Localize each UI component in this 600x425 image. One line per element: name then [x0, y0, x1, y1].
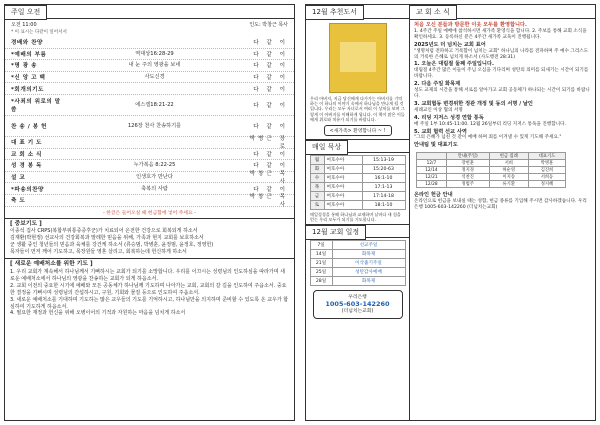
book-description: 우리 아버지, 지금 당신에게 다가가는 아버지를 기억하는 이 하나의 이야기 속에서 하나님을 만나게 될 것입니다. 우리는 모두 자녀로서 여러 이 상처를 보며 그렇게 이 아버지를 이해하게 됩니다. 이 책이 많은 이들에게 위로와 치유가 되기를 바랍니다. — [310, 96, 405, 122]
order-row — [5, 172, 294, 184]
online-text: 온라인으로 헌금을 보내실 때는 성함, 헌금 종류를 기입해 주시면 감사하겠습니다. 우리은행 1005-603-142260 (더넘치는교회) — [414, 199, 587, 211]
new-place-item: 2. 교회 이전의 중요한 시기에 예배와 모든 공동체가 하나님께 기도하며 나아가는 교회, 교회의 갈 길을 인도하여 주옵소서. 중요한 결정을 기뻐시며 성령님의 간섭하시고, 구원, 기회와 물질 등으로 인도하여 주옵소서. — [10, 282, 287, 296]
schedule-date: 28일 — [310, 277, 332, 286]
duty-cell: 서희동 — [528, 174, 565, 181]
news-text: 매 주일 1부 10:45-11:00. 12월 26일부터 리딩 지저스 통독을 진행합니다. — [414, 121, 567, 127]
bible-book: 여호수아 — [324, 201, 362, 210]
new-place-item: 4. 필요한 재정과 헌신을 위해 오병이어의 기적과 자원하는 마음을 넘치게 하소서 — [10, 310, 186, 317]
news-item — [414, 23, 591, 41]
news-heading: 5. 교회 협력 선교 사역 — [414, 128, 467, 135]
order-person: 다 같 이 — [253, 63, 288, 70]
giving-box — [313, 290, 403, 319]
news-item — [414, 102, 591, 114]
order-detail: 내 눈 주의 영광을 보네 — [128, 62, 181, 69]
prayer-item: 김재환(박현정) 선교사의 건강회복과 말레한 믿음을 위해, 가족과 현지 교회를 보호하소서 — [10, 235, 204, 242]
giving-account: 1005-603-142260 — [325, 300, 390, 309]
bible-note: 매일성경을 통해 하나님과 교제하며 날마다 새 힘을 얻는 우리 모두가 되기를 기도합니다. — [310, 212, 401, 223]
order-person: 다 같 이 — [253, 40, 288, 47]
news-heading: 3. 교회협동 변경위한 정관 개정 및 동의 서명 / 날인 — [414, 100, 533, 107]
news-heading: 2. 다음 주일 화목제 — [414, 81, 461, 88]
order-person: 다 같 이 — [253, 86, 288, 93]
news-heading: 안내팀 및 대표기도 — [414, 142, 458, 149]
offering-note: - 한글은 들어오실 때 헌금함에 넣어 주세요 - — [5, 207, 294, 219]
bible-row — [310, 183, 405, 192]
order-row — [5, 37, 294, 49]
duty-cell: 류기환 — [489, 181, 528, 188]
bible-table — [310, 155, 406, 210]
new-place-item: 1. 우리 교회가 계속해서 하나님께서 기뻐하시는 교회가 되기를 소망합니다. 우리를 이끄시는 성령님의 인도하심을 따라가며 새로운 예배처소에서 하나님의 영광을 찬송하는 교회가 되게 하옵소서. — [10, 268, 285, 282]
order-name: 교 회 소 식 — [11, 151, 42, 158]
news-header — [410, 5, 595, 19]
news-item — [414, 130, 591, 142]
order-name: 찬 송 / 봉 헌 — [11, 123, 47, 130]
worship-time: 오전 11:00 — [11, 22, 37, 28]
order-name: 축 도 — [11, 198, 26, 205]
schedule-row — [310, 268, 405, 277]
order-detail: 사도신경 — [144, 74, 165, 81]
bible-row — [310, 156, 405, 165]
news-list — [410, 19, 595, 151]
order-person: 다 같 이 — [253, 75, 288, 82]
news-heading: 2025년도 더 넘치는 교회 표어 — [414, 41, 486, 48]
new-place-item: 3. 새로운 예배처소를 기대하며 기도하는 많은 교우들의 기도를 기억하시고, 하나님만을 의지하며 준비할 수 있도록 온 교우가 합심하여 기도하게 하옵소서. — [10, 296, 289, 310]
rec-title: 12월 추천도서 — [305, 5, 364, 20]
duty-cell: 12/21 — [417, 174, 447, 181]
new-place-title: [ 새로운 예배처소를 위한 기도 ] — [10, 261, 93, 268]
bible-chapter: 15:20-63 — [362, 165, 405, 174]
order-row — [5, 72, 294, 84]
news-text: 성도 교제의 시간을 통해 서로를 알아가고 교회 공동체가 하나되는 시간이 되기를 바랍니다. — [414, 88, 590, 99]
duty-cell: 정지혜 — [528, 181, 565, 188]
bible-book: 여호수아 — [324, 183, 362, 192]
welcome-label: <새가족> 환영합니다 ~ ! — [324, 125, 392, 136]
news-text: 세례교인 이상 협의 서명 — [414, 107, 463, 113]
duty-row — [417, 160, 566, 167]
order-person: 다 같 이 — [253, 186, 288, 193]
bible-chapter: 18:1-10 — [362, 201, 405, 210]
bible-header — [306, 139, 409, 153]
order-person: 박창근 목사 — [249, 171, 288, 186]
schedule-row — [310, 241, 405, 250]
prayer-list — [10, 228, 289, 256]
bible-book: 여호수아 — [324, 156, 362, 165]
schedule-row — [310, 277, 405, 286]
order-name: *파송의찬양 — [11, 186, 44, 193]
order-person: 다 같 이 — [253, 102, 288, 109]
schedule-event: 화목제 — [332, 277, 405, 286]
order-detail: 126장 천사 찬송하기를 — [127, 122, 182, 129]
right-body — [306, 5, 595, 420]
duty-cell: 석찬진 — [446, 174, 489, 181]
order-name: *명 광 송 — [11, 63, 38, 70]
right-left-column — [306, 5, 410, 420]
new-place-list — [10, 269, 289, 317]
worship-time-row — [5, 19, 294, 28]
online-title: 온라인 헌금 안내 — [414, 192, 453, 199]
news-item — [414, 62, 591, 80]
duty-cell: 허순영 — [489, 167, 528, 174]
order-row — [5, 149, 294, 161]
book-cover — [329, 23, 387, 93]
bible-day: 목 — [310, 183, 324, 192]
news-heading: 4. 리딩 지저스 성경 연합 통독 — [414, 114, 484, 121]
order-detail: 누가복음 8:22-25 — [133, 162, 176, 169]
news-item — [414, 82, 591, 100]
bible-book: 여호수아 — [324, 174, 362, 183]
left-page — [4, 4, 295, 421]
duty-cell: 강헌훈 — [446, 160, 489, 167]
prayer-item: 목자들이 먼저 깨어 기도하고, 목장원들 영혼 살리고, 회복하는데 헌신하게 하소서 — [10, 249, 187, 256]
schedule-date: 7일 — [310, 241, 332, 250]
online-section — [410, 189, 595, 213]
order-name: *회개의기도 — [11, 86, 44, 93]
schedule-table — [310, 240, 406, 286]
order-row — [5, 195, 294, 207]
sched-header — [306, 224, 409, 238]
order-person: 박창근 목사 — [249, 194, 288, 209]
order-row — [5, 95, 294, 116]
order-name: 경배와 찬양 — [11, 40, 43, 47]
bible-chapter: 15:13-19 — [362, 156, 405, 165]
news-heading: 처음 오신 분들과 방문한 이웃 모두를 환영합니다. — [414, 22, 528, 28]
order-list — [5, 37, 294, 207]
bible-row — [310, 174, 405, 183]
schedule-row — [310, 250, 405, 259]
bible-day: 월 — [310, 156, 324, 165]
right-news-column — [410, 5, 595, 420]
duty-row — [417, 153, 566, 160]
bible-row — [310, 165, 405, 174]
order-detail: 역대상16:28-29 — [135, 50, 174, 57]
duty-cell: 안내(주일) — [446, 153, 489, 160]
bible-day: 화 — [310, 165, 324, 174]
schedule-date: 14일 — [310, 250, 332, 259]
order-person: 다 같 이 — [253, 123, 288, 130]
news-text: 1. 4주간 주일 예배에 참석하시면 새가족 환영식을 합니다. 2. 주보를 통해 교회 소식을 확인하세요. 3. 등록하신 분은 4주간 새가족 교육이 진행됩니다. — [414, 28, 587, 40]
order-name: 대 표 기 도 — [11, 140, 42, 147]
giving-name: (더넘치는교회) — [341, 309, 374, 315]
bible-day: 금 — [310, 192, 324, 201]
duty-cell: 대표기도 — [528, 153, 565, 160]
news-text: 대림절 4주간 많은 이들이 주님 오심을 기다리며 성탄의 의미를 되새기는 시간이 되기를 바랍니다. — [414, 68, 589, 80]
order-row — [5, 83, 294, 95]
bible-chapter: 17:14-18 — [362, 192, 405, 201]
schedule-row — [310, 259, 405, 268]
right-page — [305, 4, 596, 421]
bible-row — [310, 192, 405, 201]
order-person: 다 같 이 — [253, 151, 288, 158]
bible-day: 수 — [310, 174, 324, 183]
duty-row — [417, 167, 566, 174]
new-place-section — [5, 258, 294, 319]
duty-row — [417, 174, 566, 181]
schedule-event: 성탄감사예배 — [332, 268, 405, 277]
order-name: *사죄의 위로의 말씀 — [11, 98, 61, 113]
worship-leader: 인도: 박창근 목사 — [249, 22, 288, 28]
news-item — [414, 43, 591, 61]
news-heading: 1. 오늘은 대림절 둘째 주일입니다. — [414, 61, 494, 68]
order-name: 설 교 — [11, 175, 26, 182]
worship-title: 주일 오전 — [4, 5, 47, 20]
order-name: *예배의 부름 — [11, 51, 47, 58]
news-text: "생명처럼 전파하고 거룩함이 넘치는 교회" 하나님의 나라를 전파하며 주 예수 그리스도의 거룩한 은혜로 넘치게 하소서 (사도행전 28:31) — [414, 48, 589, 60]
prayer-item: 이종석 집사 CRPS(복합부위통증증후군)가 치료되어 온전한 건강으로 회복되게 하소서 — [10, 228, 198, 235]
schedule-event: 이삭줍기주일 — [332, 259, 405, 268]
worship-note: * 이 표시는 다같이 일어서서 — [11, 30, 67, 35]
bible-chapter: 16:1-10 — [362, 174, 405, 183]
rec-header — [306, 5, 409, 19]
order-person: 다 같 이 — [253, 51, 288, 58]
duty-cell: 정범주 — [446, 181, 489, 188]
duty-cell: 정지경 — [446, 167, 489, 174]
schedule-date: 21일 — [310, 259, 332, 268]
prayer-section — [5, 219, 294, 259]
prayer-title: [ 중보기도 ] — [10, 220, 42, 227]
order-person: 박병근 장로 — [249, 136, 288, 151]
schedule-event: 선교주일 — [332, 241, 405, 250]
duty-table — [416, 152, 566, 188]
duty-cell: 이지송 — [489, 174, 528, 181]
duty-cell — [417, 153, 447, 160]
bible-title: 매일 묵상 — [305, 140, 348, 155]
order-name: 성 경 봉 독 — [11, 163, 42, 170]
order-row — [5, 49, 294, 61]
prayer-item: 군 생활 중인 청년들의 믿음과 육체를 강건케 하소서 (류승범, 박병훈, 윤정범, 윤정호, 정영헌) — [10, 242, 214, 249]
sched-title: 12월 교회 일정 — [305, 225, 366, 240]
order-detail: 에스겔18:21-22 — [135, 101, 174, 108]
bible-book: 여호수아 — [324, 192, 362, 201]
order-row — [5, 137, 294, 149]
duty-cell: 김진희 — [528, 167, 565, 174]
news-title: 교 회 소 식 — [409, 5, 457, 20]
news-item — [414, 143, 591, 149]
news-text: "그의 은혜가 넘친 것 같이 예배 하며 죄를 이겨낼 수 있게 기도해 주세요." — [414, 135, 562, 141]
bible-day: 토 — [310, 201, 324, 210]
duty-cell: 12/14 — [417, 167, 447, 174]
duty-cell: 박병훈 — [528, 160, 565, 167]
news-item — [414, 116, 591, 128]
order-name: *신 앙 고 백 — [11, 75, 46, 82]
bible-row — [310, 201, 405, 210]
bible-book: 여호수아 — [324, 165, 362, 174]
order-detail: 축복의 사람 — [141, 185, 168, 192]
order-row — [5, 60, 294, 72]
duty-cell: 서희 — [489, 160, 528, 167]
duty-cell: 12/28 — [417, 181, 447, 188]
giving-bank: 우리은행 — [348, 295, 367, 301]
schedule-date: 25일 — [310, 268, 332, 277]
duty-cell: 12/7 — [417, 160, 447, 167]
duty-row — [417, 181, 566, 188]
order-detail: 인생호가 만난다 — [136, 174, 173, 181]
bible-chapter: 17:1-13 — [362, 183, 405, 192]
duty-cell: 헌금 집례 — [489, 153, 528, 160]
order-person: 다 같 이 — [253, 163, 288, 170]
schedule-event: 화목제 — [332, 250, 405, 259]
left-header — [5, 5, 294, 19]
